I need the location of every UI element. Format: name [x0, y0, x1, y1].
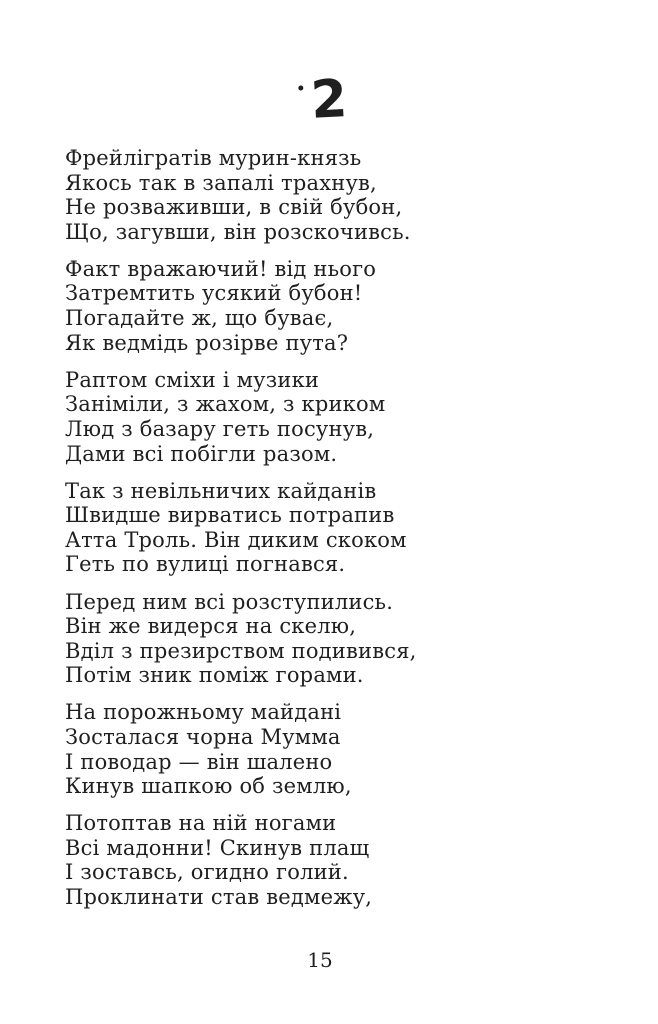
poem-line: Дами всі побігли разом. — [65, 441, 338, 466]
poem-line: Якось так в запалі трахнув, — [65, 170, 377, 195]
poem-line: На порожньому майдані — [65, 700, 342, 725]
poem-line: Як ведмідь розірве пута? — [65, 330, 349, 355]
poem-line: Потоптав на ній ногами — [65, 811, 337, 836]
poem-line: Факт вражаючий! від нього — [65, 256, 377, 281]
poem-line: Всі мадонни! Скинув плащ — [65, 835, 370, 860]
stanza-2 — [65, 257, 417, 355]
poem-line: Заніміли, з жахом, з криком — [65, 392, 386, 417]
stanza-6 — [65, 700, 417, 798]
poem-line: Атта Троль. Він диким скоком — [65, 527, 407, 552]
poem-line: Люд з базару геть посунув, — [65, 416, 375, 441]
poem-line: Кинув шапкою об землю, — [65, 774, 352, 799]
poem-text — [65, 146, 417, 922]
stanza-7 — [65, 811, 417, 909]
poem-line: І зоставсь, огидно голий. — [65, 860, 349, 885]
chapter-number-numeral: 2 — [309, 69, 349, 131]
poem-line: Погадайте ж, що буває, — [65, 306, 334, 331]
poem-line: Не розваживши, в свій бубон, — [65, 195, 403, 220]
poem-line: Швидше вирватись потрапив — [65, 503, 395, 528]
poem-line: Так з невільничих кайданів — [65, 478, 377, 503]
poem-line: Затремтить усякий бубон! — [65, 281, 363, 306]
chapter-number — [0, 55, 658, 145]
stanza-4 — [65, 479, 417, 577]
poem-line: Геть по вулиці погнався. — [65, 552, 346, 577]
stanza-1 — [65, 146, 417, 244]
poem-line: Потім зник поміж горами. — [65, 663, 364, 688]
poem-line: І поводар — він шалено — [65, 749, 333, 774]
page-number: 15 — [307, 948, 333, 972]
poem-line: Перед ним всі розступились. — [65, 589, 394, 614]
stanza-5 — [65, 590, 417, 688]
poem-line: Раптом сміхи і музики — [65, 367, 320, 392]
stanza-3 — [65, 368, 417, 466]
poem-line: Фрейлігратів мурин-князь — [65, 146, 362, 170]
poem-line: Що, загувши, він розскочивсь. — [65, 219, 411, 244]
poem-line: Він же видерся на скелю, — [65, 614, 357, 639]
poem-line: Проклинати став ведмежу, — [65, 885, 373, 910]
poem-line: Вділ з презирством подивився, — [65, 638, 417, 663]
poem-line: Зосталася чорна Мумма — [65, 724, 341, 749]
